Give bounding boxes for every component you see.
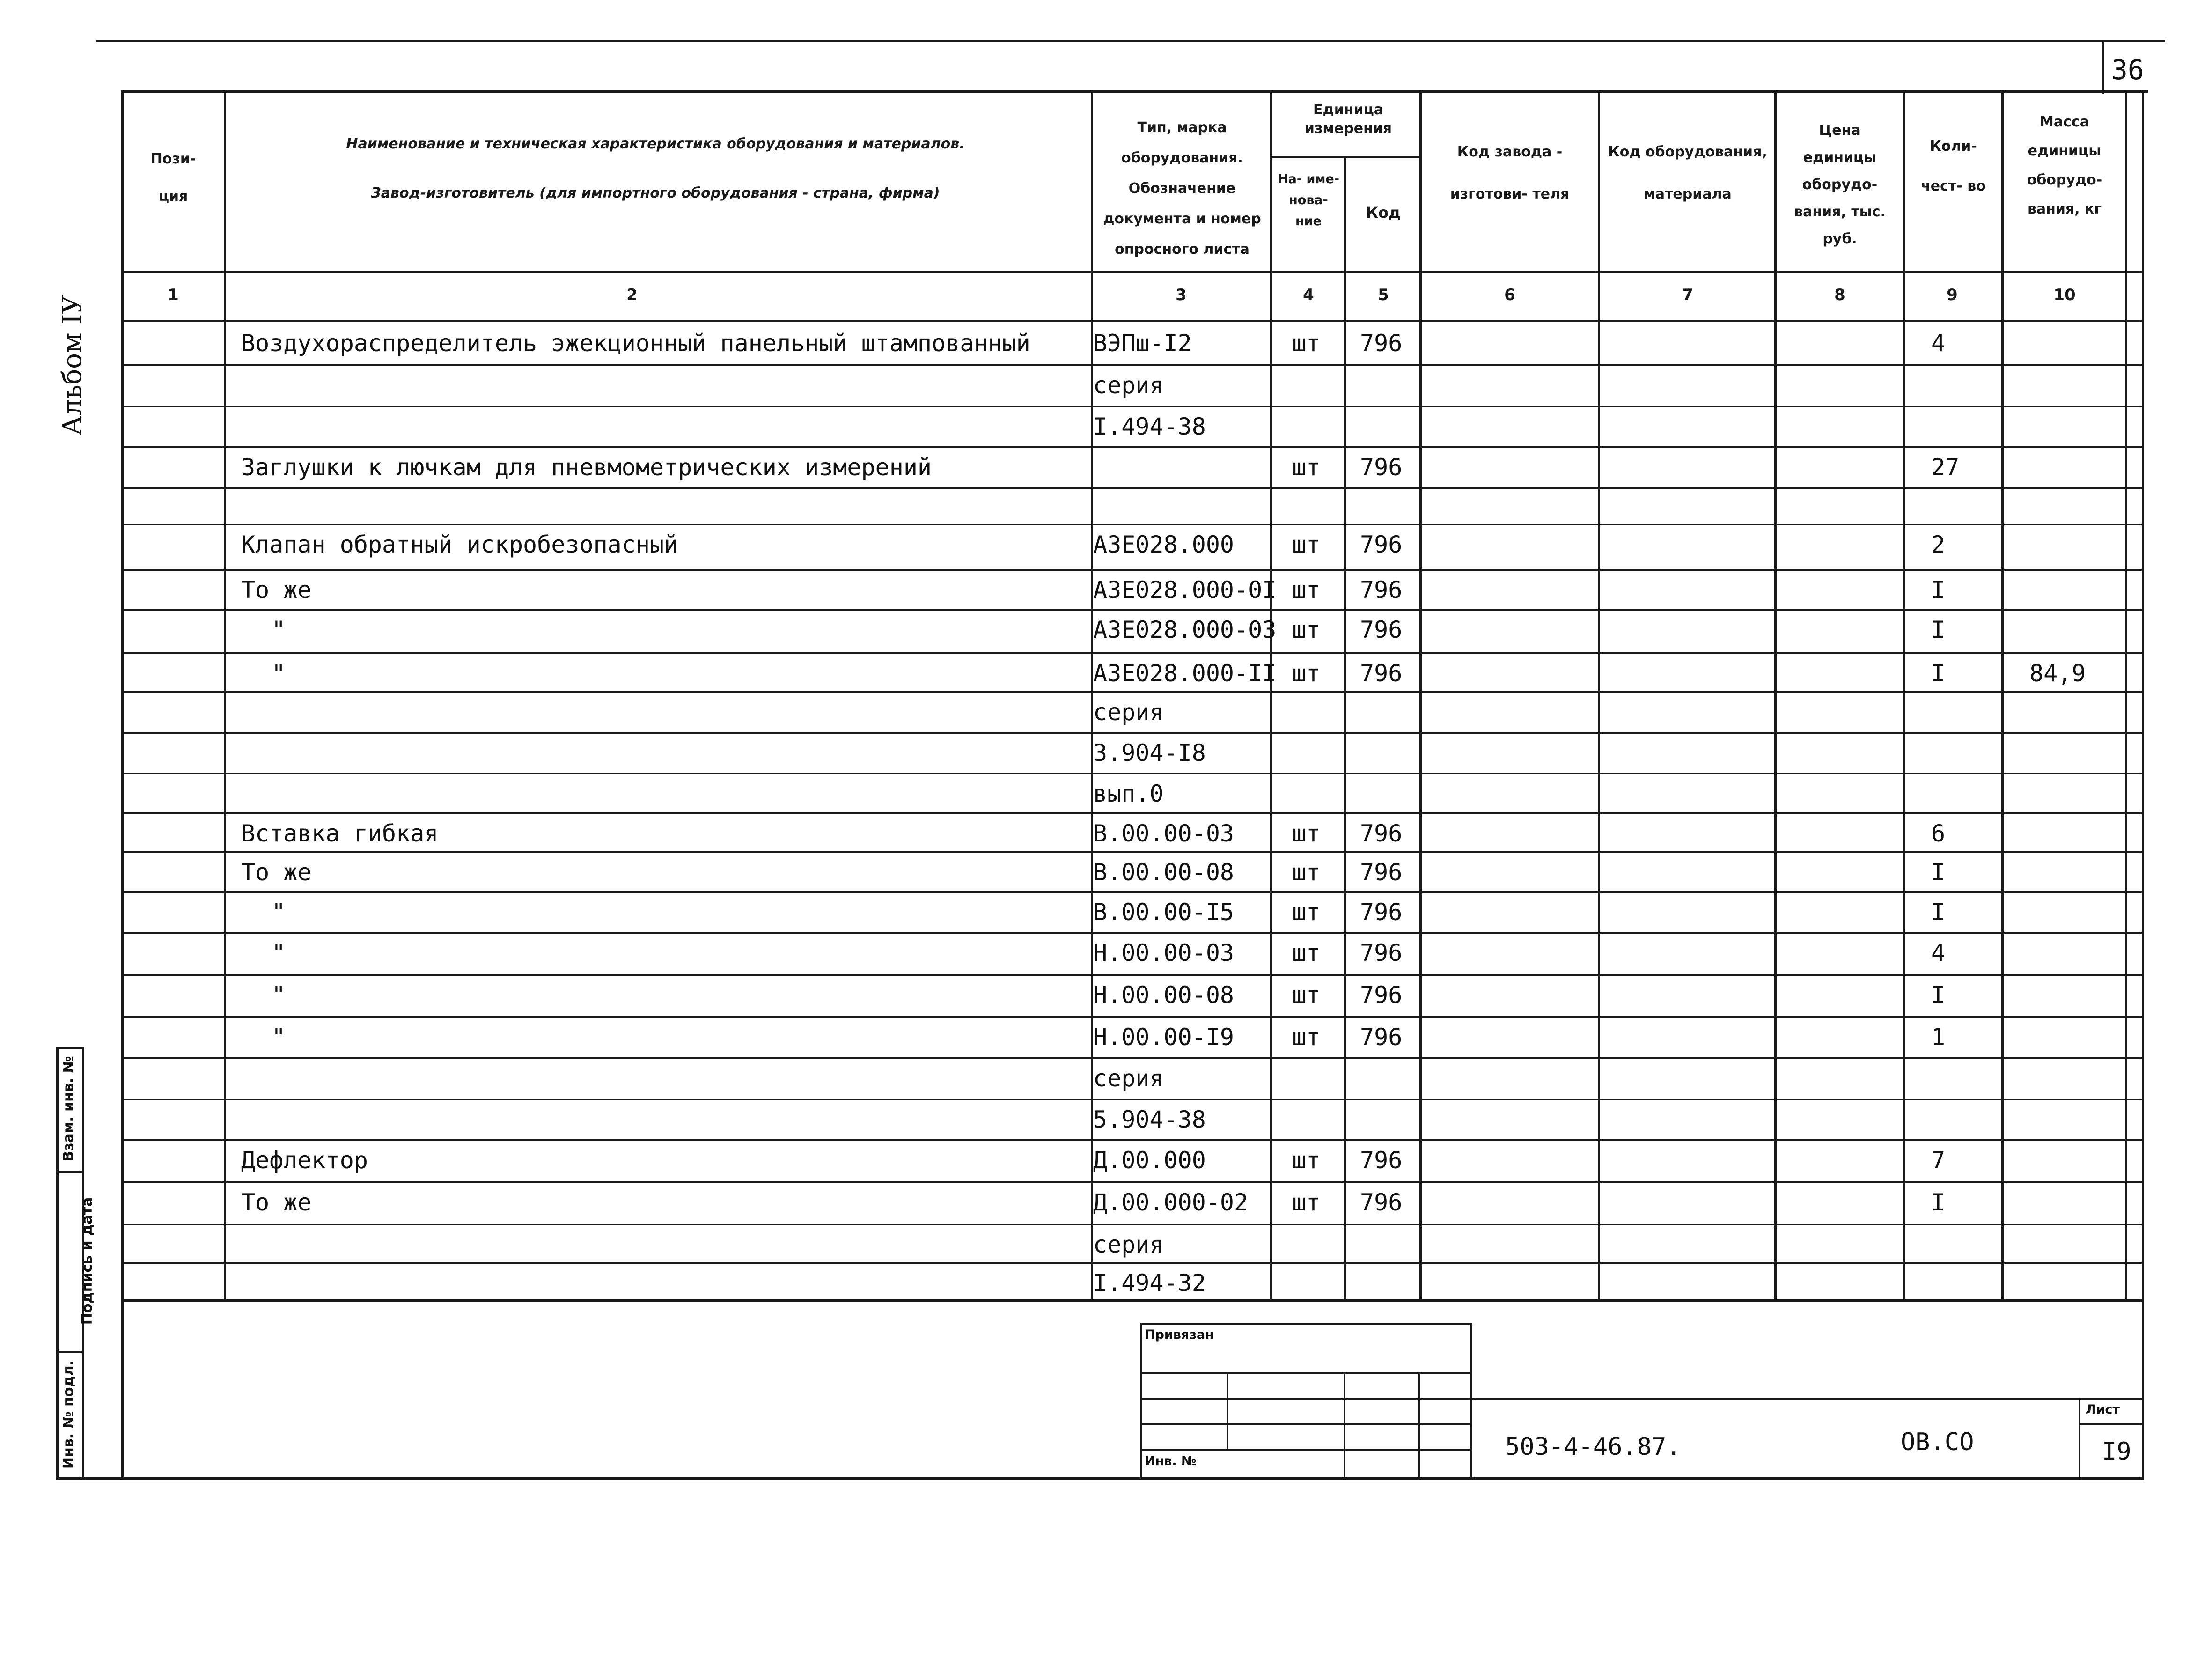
stamp-div-1 [56,1171,84,1173]
header-unit: Единица измерения [1304,102,1392,137]
tb-h3 [1140,1423,1472,1425]
header-manufacturer-code: Код завода - изготови- теля [1450,144,1570,202]
row-separator [121,1016,2144,1018]
cell-qty: 1 [1931,1024,1946,1051]
row-separator [121,691,2144,693]
cell-type: серия [1093,699,1164,726]
cell-code: 796 [1360,859,1403,886]
column-number: 10 [2053,286,2076,304]
header-price: Цена единицы оборудо- вания, тыс. руб. [1794,122,1886,247]
col-line-7 [1774,90,1777,1301]
column-number: 9 [1947,286,1958,304]
inv-no-label: Инв. № [1145,1454,1197,1468]
tb-v2 [1344,1372,1345,1477]
cell-code: 796 [1360,576,1403,604]
tb-right [1470,1323,1472,1480]
cell-name: Дефлектор [241,1147,368,1174]
row-separator [121,1099,2144,1100]
table-right [2142,90,2144,1480]
cell-type: В.00.00-08 [1093,859,1235,886]
cell-name: То же [241,576,312,604]
stamp-zam-inv: Взам. инв. № [60,1056,77,1162]
cell-name: " [272,981,286,1009]
row-separator [121,732,2144,734]
col-line-10 [2125,90,2127,1301]
header-manufacturer: Завод-изготовитель (для импортного оборудования - страна, фирма) [371,185,940,201]
cell-type: АЗЕ028.000-03 [1093,616,1277,643]
row-separator [121,1262,2144,1264]
column-number: 3 [1176,286,1187,304]
cell-type: I.494-32 [1093,1269,1206,1297]
row-separator [121,487,2144,489]
cell-type: АЗЕ028.000-0I [1093,576,1277,604]
cell-type: Д.00.000 [1093,1147,1206,1174]
col-line-5 [1419,90,1422,1301]
cell-type: В.00.00-03 [1093,820,1235,847]
row-separator [121,773,2144,774]
section-code: ОВ.СО [1901,1428,1974,1456]
header-bottom [121,271,2144,273]
row-separator [121,891,2144,893]
cell-qty: I [1931,981,1946,1009]
cell-unit: шт [1292,1147,1321,1174]
col-line-1 [224,90,226,1301]
cell-unit: шт [1292,939,1321,966]
cell-qty: I [1931,660,1946,687]
cell-type: I.494-38 [1093,413,1206,440]
cell-code: 796 [1360,330,1403,357]
tb-v1 [1227,1372,1228,1449]
cell-code: 796 [1360,820,1403,847]
privyazan-label: Привязан [1145,1327,1214,1342]
header-equipment-code: Код оборудования, материала [1608,144,1767,202]
column-number: 1 [168,286,179,304]
tb-h4 [1140,1449,1472,1451]
col-line-4 [1344,156,1346,1301]
row-separator [121,1181,2144,1183]
cell-type: АЗЕ028.000-II [1093,660,1277,687]
row-separator [121,851,2144,853]
cell-unit: шт [1292,454,1321,481]
cell-name: " [272,1024,286,1051]
stamp-top [56,1047,84,1049]
cell-qty: I [1931,859,1946,886]
cell-unit: шт [1292,820,1321,847]
column-number: 5 [1378,286,1389,304]
cell-qty: 27 [1931,454,1960,481]
header-quantity: Коли- чест- во [1921,138,1986,194]
row-separator [121,652,2144,654]
tb-top [1140,1323,1472,1325]
cell-name: Вставка гибкая [241,820,439,847]
cell-type: 3.904-I8 [1093,739,1206,767]
col-line-3 [1270,90,1272,1301]
tb-h2 [1140,1398,1472,1400]
row-separator [121,406,2144,407]
cell-unit: шт [1292,1024,1321,1051]
cell-type: Д.00.000-02 [1093,1189,1249,1216]
cell-code: 796 [1360,660,1403,687]
cell-type: серия [1093,1065,1164,1092]
column-number: 7 [1682,286,1693,304]
header-type: Тип, марка оборудования. Обозначение документа и номер опросного листа [1103,119,1261,258]
cell-type: АЗЕ028.000 [1093,531,1235,558]
cell-name: " [272,939,286,966]
cell-code: 796 [1360,1147,1403,1174]
tb-v3 [1418,1372,1420,1477]
cell-qty: 6 [1931,820,1946,847]
cell-qty: I [1931,576,1946,604]
colnum-bottom [121,320,2144,322]
row-separator [121,812,2144,814]
stamp-signature-date: Подпись и дата [79,1197,96,1325]
header-position: Пози- ция [150,151,196,205]
row-separator [121,932,2144,934]
tb-left [1140,1323,1142,1480]
column-number: 2 [626,286,638,304]
tb-sheet-left [2079,1398,2080,1477]
row-separator [121,609,2144,611]
cell-qty: 4 [1931,939,1946,966]
tb-main-top [1470,1398,2144,1400]
cell-type: серия [1093,1231,1164,1258]
cell-code: 796 [1360,939,1403,966]
cell-name: То же [241,859,312,886]
row-separator [121,974,2144,976]
cell-type: ВЭПш-I2 [1093,330,1192,357]
cell-type: 5.904-38 [1093,1106,1206,1133]
cell-name: Воздухораспределитель эжекционный панельный штампованный [241,330,1030,357]
cell-name: " [272,616,286,643]
header-mass: Масса единицы оборудо- вания, кг [2027,114,2102,217]
cell-unit: шт [1292,616,1321,643]
col-line-6 [1598,90,1600,1301]
cell-unit: шт [1292,899,1321,926]
cell-code: 796 [1360,1189,1403,1216]
row-separator [121,1224,2144,1225]
tb-h1 [1140,1372,1472,1374]
row-separator [121,446,2144,448]
col-line-8 [1903,90,1905,1301]
cell-code: 796 [1360,531,1403,558]
cell-qty: 2 [1931,531,1946,558]
row-separator [121,569,2144,571]
cell-type: серия [1093,372,1164,399]
cell-type: Н.00.00-03 [1093,939,1235,966]
cell-qty: I [1931,899,1946,926]
cell-qty: 7 [1931,1147,1946,1174]
cell-code: 796 [1360,981,1403,1009]
stamp-div-2 [56,1351,84,1353]
row-separator [121,1139,2144,1141]
table-top [121,90,2148,93]
cell-code: 796 [1360,899,1403,926]
col-line-9 [2001,90,2004,1301]
header-unit-name: На- име- нова- ние [1278,172,1339,229]
cell-qty: 4 [1931,330,1946,357]
cell-name: Клапан обратный искробезопасный [241,531,678,558]
cell-unit: шт [1292,330,1321,357]
frame-bottom [56,1477,2144,1480]
stamp-inv-original: Инв. № подл. [60,1360,77,1469]
page-number-box-left [2102,42,2104,94]
cell-unit: шт [1292,660,1321,687]
header-name: Наименование и техническая характеристика оборудования и материалов. [346,136,965,152]
cell-code: 796 [1360,454,1403,481]
cell-name: Заглушки к лючкам для пневмометрических измерений [241,454,932,481]
cell-type: Н.00.00-08 [1093,981,1235,1009]
column-number: 8 [1834,286,1845,304]
cell-unit: шт [1292,1189,1321,1216]
row-separator [121,364,2144,366]
column-number: 4 [1303,286,1314,304]
cell-type: вып.0 [1093,780,1164,807]
cell-qty: I [1931,1189,1946,1216]
cell-type: Н.00.00-I9 [1093,1024,1235,1051]
sheet-label: Лист [2086,1402,2120,1417]
cell-name: " [272,899,286,926]
cell-code: 796 [1360,616,1403,643]
table-left [121,90,124,1480]
cell-type: В.00.00-I5 [1093,899,1235,926]
cell-name: То же [241,1189,312,1216]
column-number: 6 [1504,286,1515,304]
sheet-number: I9 [2102,1438,2131,1466]
cell-qty: I [1931,616,1946,643]
cell-unit: шт [1292,981,1321,1009]
cell-unit: шт [1292,531,1321,558]
album-label: Альбом IУ [57,295,88,435]
cell-unit: шт [1292,859,1321,886]
cell-name: " [272,660,286,687]
row-separator [121,1057,2144,1059]
cell-mass: 84,9 [2029,660,2086,687]
page-number: 36 [2111,54,2144,86]
stamp-left [56,1047,59,1478]
row-separator [121,524,2144,525]
document-code: 503-4-46.87. [1505,1433,1681,1461]
cell-code: 796 [1360,1024,1403,1051]
tb-sheet-div [2079,1423,2144,1425]
header-unit-code: Код [1366,204,1401,221]
row-separator [121,1299,2144,1301]
top-border-line [96,40,2165,42]
cell-unit: шт [1292,576,1321,604]
